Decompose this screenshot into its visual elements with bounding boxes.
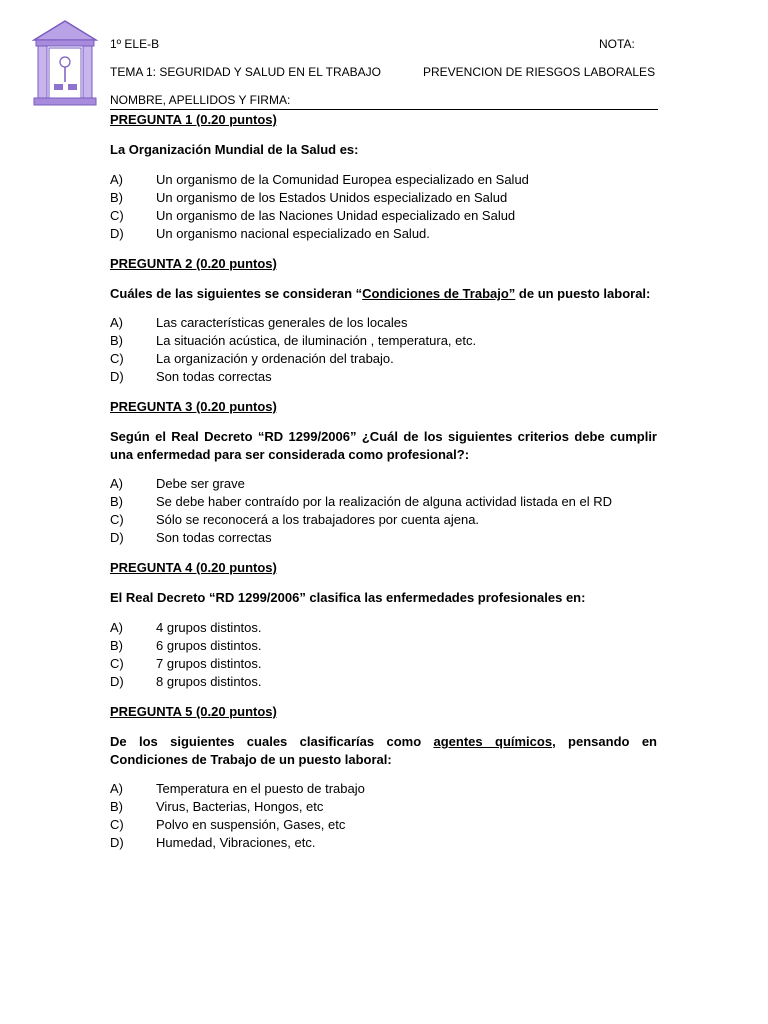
option-text: Son todas correctas: [156, 369, 272, 384]
option-c[interactable]: [110, 816, 657, 834]
option-list: [110, 475, 657, 547]
option-c[interactable]: [110, 655, 657, 673]
option-text: Las características generales de los locales: [156, 315, 408, 330]
option-text: La organización y ordenación del trabajo.: [156, 351, 394, 366]
question-statement: De los siguientes cuales clasificarías como agentes químicos, pensando en Condiciones de Trabajo de un puesto laboral:: [110, 734, 657, 767]
question-title: PREGUNTA 1 (0.20 puntos): [110, 112, 277, 127]
option-letter: C): [110, 656, 124, 671]
option-b[interactable]: [110, 493, 657, 511]
option-letter: D): [110, 674, 124, 689]
option-letter: B): [110, 494, 123, 509]
option-text: Son todas correctas: [156, 530, 272, 545]
option-c[interactable]: [110, 511, 657, 529]
option-letter: B): [110, 333, 123, 348]
question-title: PREGUNTA 5 (0.20 puntos): [110, 704, 277, 719]
option-a[interactable]: [110, 314, 657, 332]
option-d[interactable]: [110, 368, 657, 386]
option-letter: A): [110, 620, 123, 635]
option-letter: D): [110, 369, 124, 384]
module-title: PREVENCION DE RIESGOS LABORALES: [423, 65, 656, 79]
option-d[interactable]: [110, 529, 657, 547]
question-statement: Cuáles de las siguientes se consideran “Condiciones de Trabajo” de un puesto laboral:: [110, 286, 651, 301]
option-b[interactable]: [110, 637, 657, 655]
school-building-logo: [32, 18, 98, 108]
option-list: [110, 780, 657, 852]
option-letter: A): [110, 781, 123, 796]
option-text: Se debe haber contraído por la realización de alguna actividad listada en el RD: [156, 494, 613, 509]
option-letter: C): [110, 208, 124, 223]
option-a[interactable]: [110, 475, 657, 493]
exam-questions: [110, 111, 657, 852]
option-text: La situación acústica, de iluminación , temperatura, etc.: [156, 333, 477, 348]
option-text: 7 grupos distintos.: [156, 656, 262, 671]
option-text: Temperatura en el puesto de trabajo: [156, 781, 365, 796]
option-list: [110, 171, 657, 243]
question-5: [110, 703, 657, 852]
option-letter: A): [110, 172, 123, 187]
option-text: Debe ser grave: [156, 476, 245, 491]
option-text: 4 grupos distintos.: [156, 620, 262, 635]
option-text: Un organismo nacional especializado en Salud.: [156, 226, 430, 241]
option-text: Humedad, Vibraciones, etc.: [156, 835, 316, 850]
grade-label: NOTA:: [599, 37, 635, 51]
option-a[interactable]: [110, 619, 657, 637]
option-letter: C): [110, 351, 124, 366]
option-text: 6 grupos distintos.: [156, 638, 262, 653]
option-letter: B): [110, 638, 123, 653]
question-title: PREGUNTA 3 (0.20 puntos): [110, 399, 277, 414]
option-text: Un organismo de las Naciones Unidad especializado en Salud: [156, 208, 516, 223]
course-label: 1º ELE-B: [110, 37, 160, 51]
question-statement: La Organización Mundial de la Salud es:: [110, 142, 359, 157]
option-d[interactable]: [110, 834, 657, 852]
option-text: 8 grupos distintos.: [156, 674, 262, 689]
option-text: Un organismo de la Comunidad Europea especializado en Salud: [156, 172, 529, 187]
option-text: Virus, Bacterias, Hongos, etc: [156, 799, 324, 814]
school-building-icon: [32, 18, 98, 108]
option-b[interactable]: [110, 189, 657, 207]
question-title: PREGUNTA 4 (0.20 puntos): [110, 560, 277, 575]
option-letter: D): [110, 530, 124, 545]
option-b[interactable]: [110, 332, 657, 350]
question-3: [110, 398, 657, 547]
option-letter: D): [110, 226, 124, 241]
question-statement: El Real Decreto “RD 1299/2006” clasifica las enfermedades profesionales en:: [110, 590, 586, 605]
name-signature-label: NOMBRE, APELLIDOS Y FIRMA:: [110, 93, 291, 107]
option-d[interactable]: [110, 225, 657, 243]
header-divider: [110, 109, 658, 110]
option-list: [110, 314, 657, 386]
option-c[interactable]: [110, 207, 657, 225]
option-letter: C): [110, 817, 124, 832]
question-4: [110, 559, 657, 691]
option-d[interactable]: [110, 673, 657, 691]
option-letter: B): [110, 190, 123, 205]
question-title: PREGUNTA 2 (0.20 puntos): [110, 256, 277, 271]
option-text: Sólo se reconocerá a los trabajadores por cuenta ajena.: [156, 512, 480, 527]
option-letter: B): [110, 799, 123, 814]
option-letter: A): [110, 476, 123, 491]
option-a[interactable]: [110, 171, 657, 189]
question-statement: Según el Real Decreto “RD 1299/2006” ¿Cuál de los siguientes criterios debe cumplir una enfermedad para ser considerada como profesional?:: [110, 429, 657, 462]
option-letter: C): [110, 512, 124, 527]
question-2: [110, 255, 657, 386]
question-1: [110, 111, 657, 243]
option-c[interactable]: [110, 350, 657, 368]
option-list: [110, 619, 657, 691]
option-text: Un organismo de los Estados Unidos especializado en Salud: [156, 190, 508, 205]
option-text: Polvo en suspensión, Gases, etc: [156, 817, 346, 832]
topic-title: TEMA 1: SEGURIDAD Y SALUD EN EL TRABAJO: [110, 65, 381, 79]
option-letter: D): [110, 835, 124, 850]
option-b[interactable]: [110, 798, 657, 816]
option-a[interactable]: [110, 780, 657, 798]
option-letter: A): [110, 315, 123, 330]
